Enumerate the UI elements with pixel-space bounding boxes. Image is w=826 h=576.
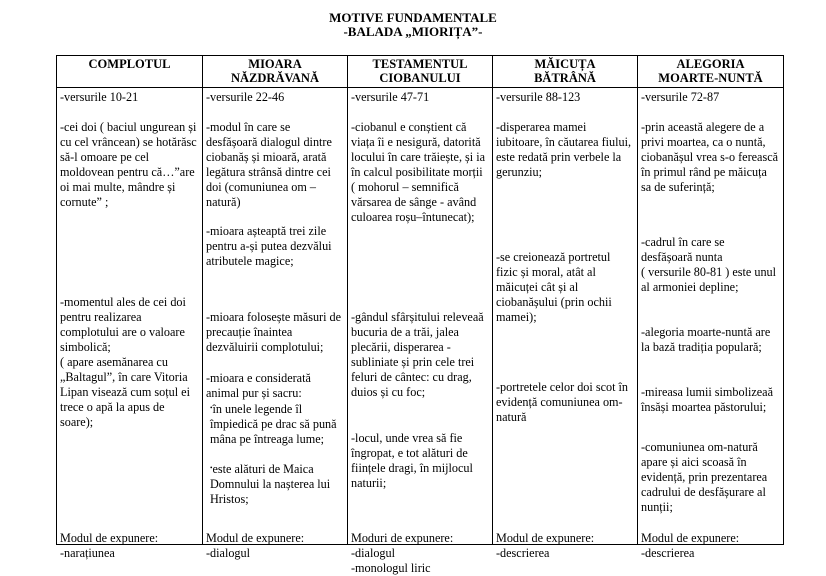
paragraph: -portretele celor doi scot în evidență comuniunea om-natură — [496, 380, 628, 424]
cell-mioara — [203, 88, 348, 560]
cell-alegoria — [638, 88, 784, 560]
paragraph: -momentul ales de cei doi pentru realizarea complotului are o valoare simbolică; ( apare asemănarea cu „Baltagul”, în care Vitoria Lipan visează cum soțul ei trece o apă la apus de soare); — [60, 295, 190, 429]
header-testamentul: TESTAMENTUL CIOBANULUI — [348, 56, 493, 88]
paragraph: -ciobanul e conștient că viața îi e nesigură, datorită locului în care trăiește, și ia în calcul posibilitate morții ( mohorul – semnifică vărsarea de sânge - având culoarea roșu–întunecat); — [351, 120, 486, 224]
paragraph: -comuniunea om-natură apare și aici scoasă în evidență, prin prezentarea cadrului de desfășurare al nunții; — [641, 440, 768, 514]
verses-text: -versurile 72-87 — [641, 90, 720, 104]
bullet-item: • în unele legende îl împiedică pe drac să pună mâna pe întreaga lume; — [206, 401, 343, 447]
paragraph: -mioara e considerată animal pur și sacru: — [206, 371, 311, 400]
paragraph: -mioara folosește măsuri de precauție înaintea dezvăluirii complotului; — [206, 310, 342, 354]
motifs-table — [56, 55, 784, 575]
header-maicuta: MĂICUȚA BĂTRÂNĂ — [493, 56, 638, 88]
paragraph: -cei doi ( baciul ungurean și cu cel vrâncean) se hotărăsc să-l omoare pe cel moldovean pentru că…”are oi mai multe, mândre și cornute” ; — [60, 120, 197, 209]
paragraph: -cadrul în care se desfășoară nunta ( versurile 80-81 ) este unul al armoniei depline; — [641, 235, 777, 294]
header-mioara: MIOARA NĂZDRĂVANĂ — [203, 56, 348, 88]
mode-value: -narațiunea — [60, 546, 115, 560]
paragraph: -se creionează portretul fizic și moral, atât al măicuței cât și al ciobanășului (prin ochii mamei); — [496, 250, 612, 324]
mode-value: -descrierea — [641, 546, 695, 560]
mode-label: Modul de expunere: — [206, 531, 305, 545]
paragraph: -mioara așteaptă trei zile pentru a-și putea dezvălui atributele magice; — [206, 224, 332, 268]
cell-testamentul — [348, 88, 493, 575]
verses-text: -versurile 47-71 — [351, 90, 430, 104]
paragraph: -mireasa lumii simbolizeaă însăși moartea păstorului; — [641, 385, 773, 414]
mode-value: -dialogul — [206, 546, 251, 560]
header-alegoria: ALEGORIA MOARTE-NUNTĂ — [638, 56, 784, 88]
paragraph: -prin această alegere de a privi moartea, ca o nuntă, ciobanășul vrea s-o ferească în primul rând pe măicuța sa de suferință; — [641, 120, 779, 194]
header-row — [57, 56, 784, 88]
verses-text: -versurile 10-21 — [60, 90, 139, 104]
mode-value: -descrierea — [496, 546, 550, 560]
document-subtitle: -BALADA „MIORIȚA”- — [343, 24, 483, 39]
verses-text: -versurile 88-123 — [496, 90, 581, 104]
mode-value: -dialogul — [351, 546, 396, 560]
mode-value: -monologul liric — [351, 561, 431, 575]
verses-text: -versurile 22-46 — [206, 90, 285, 104]
paragraph: -alegoria moarte-nuntă are la bază tradiția populară; — [641, 325, 771, 354]
document-title: MOTIVE FUNDAMENTALE — [329, 10, 497, 25]
mode-label: Modul de expunere: — [641, 531, 740, 545]
mode-label: Moduri de expunere: — [351, 531, 454, 545]
paragraph: -gândul sfârșitului releveaă bucuria de a trăi, jalea plecării, disperarea - subliniate și prin cele trei feluri de cântec: cu drag, duios și cu foc; — [351, 310, 484, 399]
cell-complotul — [57, 88, 203, 560]
mode-label: Modul de expunere: — [496, 531, 595, 545]
content-row — [57, 88, 784, 545]
bullet-item: • este alături de Maica Domnului la nașterea lui Hristos; — [206, 461, 343, 507]
paragraph: -modul în care se desfășoară dialogul dintre ciobanăș și mioară, arată legătura strânsă dintre cei doi (comuniunea om – natură) — [206, 120, 332, 209]
cell-maicuta — [493, 88, 638, 560]
header-complotul: COMPLOTUL — [57, 56, 203, 88]
mode-label: Modul de expunere: — [60, 531, 159, 545]
paragraph: -locul, unde vrea să fie îngropat, e tot alături de ființele dragi, în mijlocul naturii; — [351, 431, 473, 490]
paragraph: -disperarea mamei iubitoare, în căutarea fiului, este redată prin verbele la gerunziu; — [496, 120, 632, 179]
